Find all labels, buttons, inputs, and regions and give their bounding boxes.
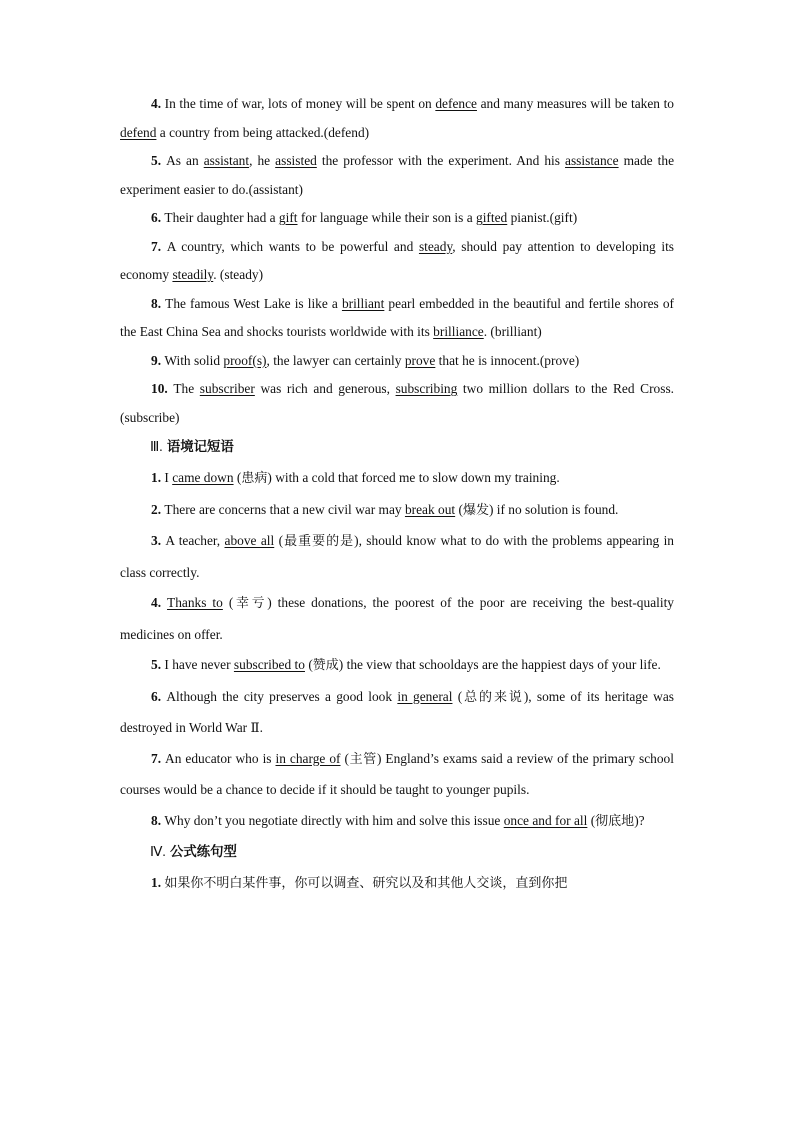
exercise-item [120, 588, 674, 650]
exercise-item [120, 463, 674, 495]
item-text: ) if no solution is found. [488, 501, 619, 517]
answer-blank: brilliance [433, 324, 484, 339]
section-heading-4 [120, 837, 674, 868]
item-number: 4. [151, 96, 165, 111]
item-text: )? [634, 812, 645, 828]
answer-blank: gift [278, 210, 298, 225]
item-text: ( [587, 812, 596, 828]
item-number: 5. [151, 153, 167, 168]
item-number: 1. [151, 470, 165, 485]
exercise-item [120, 650, 674, 682]
answer-blank: steady [418, 238, 453, 254]
chinese-hint: 总的来说 [462, 689, 524, 705]
item-text: and many measures will be taken to [476, 96, 674, 111]
item-text: I have never [164, 657, 234, 672]
exercise-item [120, 744, 674, 806]
exercise-item [120, 868, 674, 900]
item-text: . (brilliant) [483, 324, 542, 339]
item-text: a country from being attacked.(defend) [156, 124, 370, 140]
answer-blank: break out [404, 501, 456, 517]
chinese-hint: 如果你不明白某件事，你可以调查、研究以及和其他人交谈，直到你把 [164, 876, 568, 891]
item-text: In the time of war, lots of money will be spent on [164, 96, 436, 111]
item-text: for language while their son is a [297, 210, 477, 225]
item-text: ) England’s exams said a review of the primary school courses would be a chance to decide if it should be taught to younger pupils. [120, 750, 674, 797]
answer-blank: once and for all [503, 812, 588, 828]
chinese-hint: 最重要的是 [283, 534, 355, 549]
section-title: 公式练句型 [169, 845, 237, 860]
item-number: 7. [151, 750, 166, 766]
answer-blank: gifted [476, 210, 508, 225]
item-text: ( [274, 533, 284, 548]
item-text: The famous West Lake is like a [165, 295, 342, 311]
item-text: Their daughter had a [164, 210, 279, 225]
exercise-item [120, 90, 674, 147]
item-number: 6. [151, 688, 167, 704]
item-text: ( [222, 595, 234, 610]
item-text: ( [455, 501, 463, 517]
item-text: two million dollars to the Red Cross.(subscribe) [120, 381, 675, 425]
answer-blank: assistance [565, 153, 619, 168]
section-heading-3 [120, 432, 674, 463]
item-text: was rich and generous, [254, 381, 396, 396]
answer-blank: subscribed to [233, 657, 305, 672]
item-text: . (steady) [213, 267, 264, 282]
item-text: ( [233, 470, 242, 485]
item-text: , the lawyer can certainly [266, 352, 405, 368]
item-text: the professor with the experiment. And his [316, 153, 566, 168]
answer-blank: brilliant [341, 295, 385, 311]
item-number: 3. [151, 533, 166, 548]
answer-blank: subscribing [395, 381, 458, 396]
item-number: 7. [151, 238, 167, 254]
item-text: ( [340, 750, 349, 766]
exercise-item [120, 375, 674, 432]
item-text: The [173, 381, 200, 396]
phrases-exercise [120, 463, 674, 837]
answer-blank: defence [435, 96, 477, 111]
chinese-hint: 患病 [241, 471, 268, 486]
exercise-item [120, 526, 674, 588]
exercise-item [120, 495, 674, 527]
exercise-item [120, 806, 674, 838]
answer-blank: defend [120, 124, 157, 140]
item-text: I [164, 470, 173, 485]
sentence-patterns-exercise [120, 868, 674, 900]
answer-blank: steadily [172, 267, 214, 282]
item-number: 6. [151, 210, 165, 225]
answer-blank: above all [224, 533, 275, 548]
item-text: A teacher, [165, 533, 225, 548]
section-number: Ⅳ. [150, 844, 166, 859]
item-text: Although the city preserves a good look [166, 688, 398, 704]
chinese-hint: 爆发 [462, 502, 489, 518]
answer-blank: subscriber [199, 381, 255, 396]
item-text: ( [304, 657, 313, 672]
item-text: As an [166, 153, 204, 168]
exercise-item [120, 204, 674, 233]
item-number: 2. [151, 501, 165, 517]
chinese-hint: 彻底地 [595, 813, 635, 829]
answer-blank: Thanks to [167, 595, 223, 610]
answer-blank: assisted [275, 153, 317, 168]
item-text: , should pay attention to developing its economy [120, 238, 675, 282]
item-text: that he is innocent.(prove) [435, 352, 580, 368]
item-text: pearl embedded in the beautiful and fertile shores of the East China Sea and shocks tourists worldwide with its [120, 295, 674, 339]
exercise-item [120, 682, 674, 744]
section-number: Ⅲ. [150, 439, 163, 454]
item-number: 8. [151, 812, 165, 828]
item-text: With solid [164, 352, 224, 368]
item-number: 1. [151, 875, 165, 890]
item-text: ), should know what to do with the problems appearing in class correctly. [120, 533, 675, 580]
item-number: 10. [151, 381, 174, 396]
item-text: , he [249, 153, 276, 168]
item-text: ) the view that schooldays are the happiest days of your life. [338, 657, 661, 672]
exercise-item [120, 290, 674, 347]
answer-blank: in charge of [275, 750, 341, 766]
exercise-item [120, 147, 674, 204]
item-text: A country, which wants to be powerful and [166, 238, 419, 254]
section-title: 语境记短语 [166, 440, 234, 455]
chinese-hint: 幸亏 [233, 596, 268, 611]
item-number: 5. [151, 657, 165, 672]
chinese-hint: 主管 [348, 751, 377, 767]
item-text: pianist.(gift) [507, 210, 578, 225]
answer-blank: prove [404, 352, 436, 368]
answer-blank: assistant [203, 153, 250, 168]
exercise-item [120, 233, 674, 290]
chinese-hint: 赞成 [312, 658, 339, 673]
item-text: ( [452, 688, 463, 704]
answer-blank: came down [172, 470, 234, 485]
answer-blank: proof(s) [223, 352, 267, 368]
item-text: ) these donations, the poorest of the poor are receiving the best-quality medicines on offer. [120, 595, 675, 642]
item-text: made the experiment easier to do.(assistant) [120, 153, 675, 197]
document-page [120, 90, 674, 900]
item-text: ), some of its heritage was destroyed in World War Ⅱ. [120, 688, 674, 735]
item-text: There are concerns that a new civil war may [164, 501, 405, 517]
answer-blank: in general [397, 688, 453, 704]
exercise-item [120, 347, 674, 376]
item-number: 4. [151, 595, 168, 610]
item-number: 9. [151, 352, 165, 368]
word-forms-exercise [120, 90, 674, 432]
item-text: ) with a cold that forced me to slow down my training. [267, 470, 560, 485]
item-text: Why don’t you negotiate directly with him and solve this issue [164, 812, 504, 828]
item-text: An educator who is [165, 750, 276, 766]
item-number: 8. [151, 295, 166, 311]
